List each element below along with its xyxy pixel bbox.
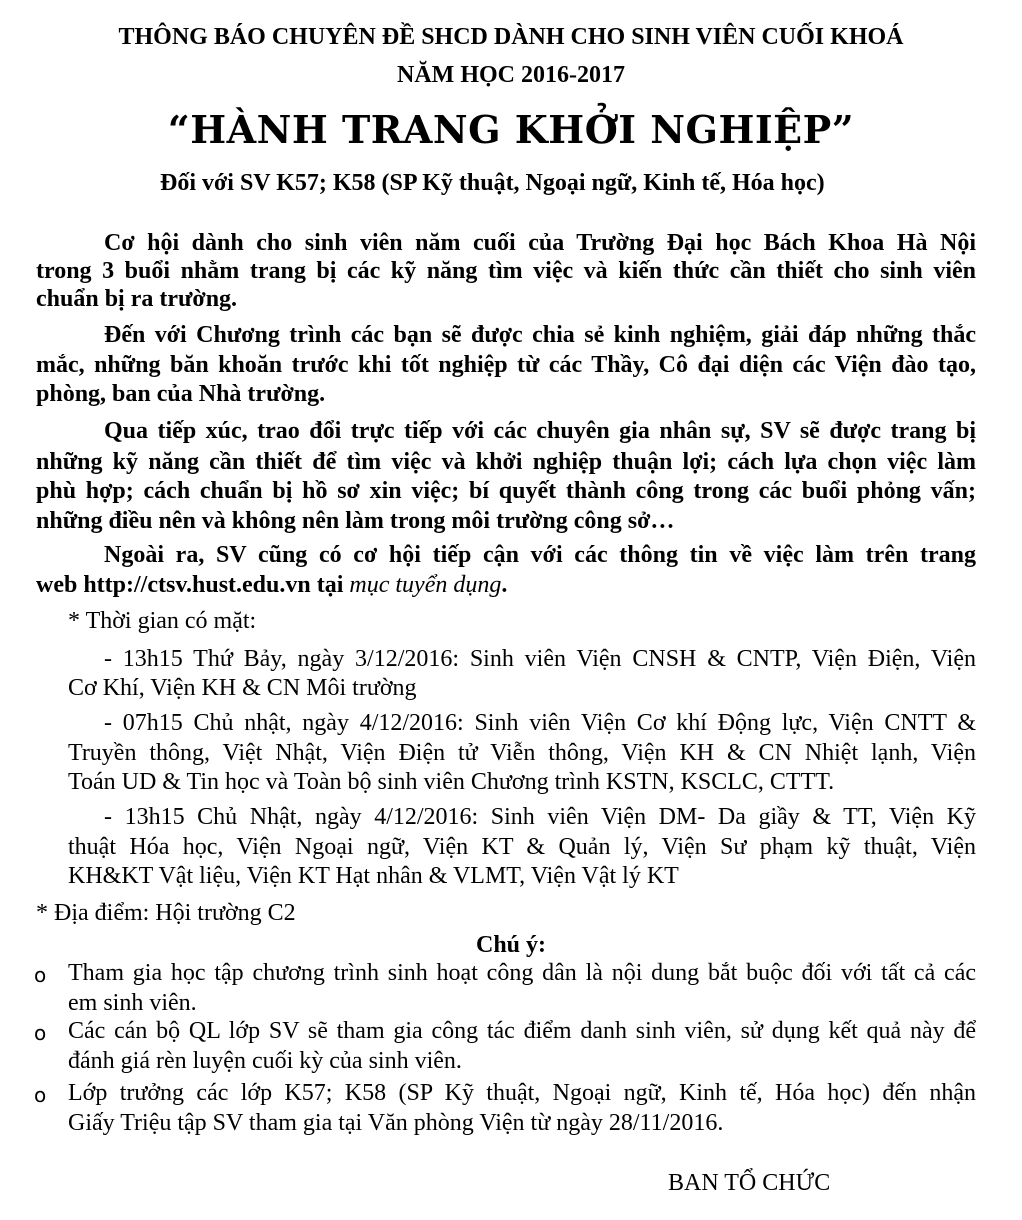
title-line-2: NĂM HỌC 2016-2017 <box>397 62 625 88</box>
session-2-line-2: Truyền thông, Việt Nhật, Viện Điện tử Viễn thông, Viện KH & CN Nhiệt lạnh, Viện <box>68 740 976 766</box>
audience-subtitle: Đối với SV K57; K58 (SP Kỹ thuật, Ngoại ngữ, Kinh tế, Hóa học) <box>160 170 825 196</box>
session-3-line-2: thuật Hóa học, Viện Ngoại ngữ, Viện KT & Quản lý, Viện Sư phạm kỹ thuật, Viện <box>68 834 976 860</box>
title-line-1: THÔNG BÁO CHUYÊN ĐỀ SHCD DÀNH CHO SINH VIÊN CUỐI KHOÁ <box>118 24 904 50</box>
intro-p4-suffix: . <box>501 572 508 598</box>
bullet-marker-1: o <box>34 963 47 987</box>
intro-p2-line-1: Đến với Chương trình các bạn sẽ được chia sẻ kinh nghiệm, giải đáp những thắc <box>104 322 976 348</box>
intro-p1-line-1: Cơ hội dành cho sinh viên năm cuối của Trường Đại học Bách Khoa Hà Nội <box>104 230 976 256</box>
intro-p4-line-2 <box>36 570 507 600</box>
intro-p1-line-2: trong 3 buổi nhằm trang bị các kỹ năng tìm việc và kiến thức cần thiết cho sinh viên <box>36 258 976 284</box>
intro-p3-line-2: những kỹ năng cần thiết để tìm việc và khởi nghiệp thuận lợi; cách lựa chọn việc làm <box>36 449 976 475</box>
note-1-line-2: em sinh viên. <box>68 990 197 1016</box>
intro-p4-prefix: web http://ctsv.hust.edu.vn tại <box>36 572 350 598</box>
note-1-line-1: Tham gia học tập chương trình sinh hoạt công dân là nội dung bắt buộc đối với tất cả các <box>68 960 976 986</box>
session-3-line-1: - 13h15 Chủ Nhật, ngày 4/12/2016: Sinh viên Viện DM- Da giầy & TT, Viện Kỹ <box>104 804 976 830</box>
note-3-line-1: Lớp trưởng các lớp K57; K58 (SP Kỹ thuật, Ngoại ngữ, Kinh tế, Hóa học) đến nhận <box>68 1080 976 1106</box>
location-line: * Địa điểm: Hội trường C2 <box>36 900 296 926</box>
note-2-line-2: đánh giá rèn luyện cuối kỳ của sinh viên. <box>68 1048 462 1074</box>
intro-p4-line-1: Ngoài ra, SV cũng có cơ hội tiếp cận với các thông tin về việc làm trên trang <box>104 542 976 568</box>
intro-p3-line-4: những điều nên và không nên làm trong môi trường công sở… <box>36 508 675 534</box>
intro-p1-line-3: chuẩn bị ra trường. <box>36 286 238 312</box>
slogan-title: “HÀNH TRANG KHỞI NGHIỆP” <box>167 107 855 152</box>
intro-p2-line-2: mắc, những băn khoăn trước khi tốt nghiệp từ các Thầy, Cô đại diện các Viện đào tạo, <box>36 352 976 378</box>
notes-heading: Chú ý: <box>475 932 547 958</box>
intro-p3-line-1: Qua tiếp xúc, trao đổi trực tiếp với các chuyên gia nhân sự, SV sẽ được trang bị <box>104 418 976 444</box>
bullet-marker-3: o <box>34 1083 47 1107</box>
note-3-line-2: Giấy Triệu tập SV tham gia tại Văn phòng Viện từ ngày 28/11/2016. <box>68 1110 724 1136</box>
session-3-line-3: KH&KT Vật liệu, Viện KT Hạt nhân & VLMT, Viện Vật lý KT <box>68 863 679 889</box>
session-1-line-2: Cơ Khí, Viện KH & CN Môi trường <box>68 675 417 701</box>
session-2-line-3: Toán UD & Tin học và Toàn bộ sinh viên Chương trình KSTN, KSCLC, CTTT. <box>68 769 835 795</box>
intro-p3-line-3: phù hợp; cách chuẩn bị hồ sơ xin việc; bí quyết thành công trong các buổi phỏng vấn; <box>36 478 976 504</box>
bullet-marker-2: o <box>34 1021 47 1045</box>
organizer-signature: BAN TỔ CHỨC <box>668 1170 831 1196</box>
note-2-line-1: Các cán bộ QL lớp SV sẽ tham gia công tác điểm danh sinh viên, sử dụng kết quả này để <box>68 1018 976 1044</box>
session-1-line-1: - 13h15 Thứ Bảy, ngày 3/12/2016: Sinh viên Viện CNSH & CNTP, Viện Điện, Viện <box>104 646 976 672</box>
schedule-heading: * Thời gian có mặt: <box>68 608 257 634</box>
intro-p2-line-3: phòng, ban của Nhà trường. <box>36 381 326 407</box>
recruitment-section-link: mục tuyển dụng <box>349 572 502 598</box>
session-2-line-1: - 07h15 Chủ nhật, ngày 4/12/2016: Sinh viên Viện Cơ khí Động lực, Viện CNTT & <box>104 710 976 736</box>
